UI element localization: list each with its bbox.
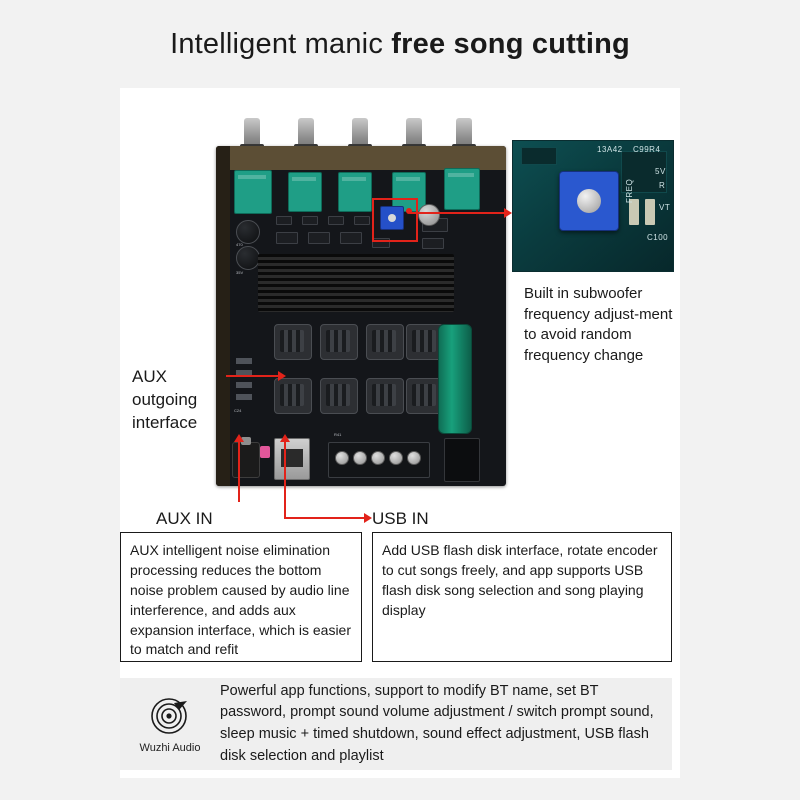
inset-silk-label: C100	[647, 233, 669, 242]
aux-output-jack	[232, 442, 260, 478]
silkscreen-text: R41	[334, 432, 342, 437]
inset-silk-label: R	[659, 181, 666, 190]
green-connector	[288, 172, 322, 212]
app-feature-text: Powerful app functions, support to modify BT name, set BT password, prompt sound volume adjustment / switch prompt sound, sleep music + timed shutdown, sound effect adjustment, USB flash disk selection and playlist	[220, 682, 654, 764]
terminal-screw	[407, 451, 421, 465]
electrolytic-capacitor	[236, 246, 260, 270]
terminal-screw	[389, 451, 403, 465]
smd-capacitor	[276, 232, 298, 244]
inductor	[320, 378, 358, 414]
leader-line-aux-out	[226, 375, 280, 377]
inset-silk-label: 13A42	[597, 145, 623, 154]
brand-name: Wuzhi Audio	[139, 742, 201, 754]
inductor	[366, 324, 404, 360]
trimmer-highlight-box	[372, 198, 418, 242]
label-aux-outgoing: AUX outgoing interface	[132, 367, 198, 432]
trimmer-zoom-inset	[512, 140, 674, 272]
green-connector	[338, 172, 372, 212]
green-connector	[234, 170, 272, 214]
content-card	[120, 88, 680, 778]
smd-resistor	[302, 216, 318, 225]
pcb-substrate	[216, 146, 506, 486]
leader-dot	[406, 208, 412, 214]
description-box-usb: Add USB flash disk interface, rotate encoder to cut songs freely, and app supports USB flash disk song selection and song playing display	[372, 532, 672, 662]
smd-chip	[422, 238, 444, 249]
brand-block	[120, 694, 220, 754]
inset-silk-label: C99R4	[633, 145, 661, 154]
solder-pad	[236, 382, 252, 388]
inset-capacitor	[645, 199, 655, 225]
leader-line-usb-in-h	[284, 517, 368, 519]
callout-subwoofer-text: Built in subwoofer frequency adjust-ment to avoid random frequency change	[524, 285, 673, 365]
leader-arrow	[234, 434, 244, 442]
silver-capacitor	[418, 204, 440, 226]
smd-resistor	[276, 216, 292, 225]
wuzhi-audio-logo-icon	[148, 694, 192, 738]
pcb-left-edge	[216, 146, 230, 486]
terminal-screw	[335, 451, 349, 465]
smd-resistor	[354, 216, 370, 225]
inset-component	[521, 147, 557, 165]
silkscreen-text: 35V	[236, 270, 244, 275]
silkscreen-text: 470	[236, 242, 243, 247]
page-title-light: Intelligent manic	[170, 28, 392, 60]
inset-silk-label: FREQ	[625, 178, 634, 203]
main-filter-capacitor	[438, 324, 472, 434]
terminal-screw	[371, 451, 385, 465]
leader-arrow	[280, 434, 290, 442]
leader-arrow	[278, 371, 286, 381]
pcb-top-edge	[216, 146, 506, 170]
terminal-screw	[353, 451, 367, 465]
leader-line-aux-in	[238, 440, 240, 502]
inset-silk-label: VT	[659, 203, 671, 212]
label-usb-in: USB IN	[372, 509, 429, 528]
silkscreen-text: C24	[234, 408, 242, 413]
electrolytic-capacitor	[236, 220, 260, 244]
leader-line-trimmer	[410, 212, 510, 214]
smd-capacitor	[340, 232, 362, 244]
pcb-board-image	[216, 118, 516, 488]
speaker-terminal-block	[328, 442, 430, 478]
page-title	[0, 28, 800, 61]
status-led	[260, 446, 270, 458]
inset-trimmer-pot	[559, 171, 619, 231]
leader-line-usb-in	[284, 440, 286, 518]
smd-resistor	[328, 216, 344, 225]
leader-arrow	[504, 208, 512, 218]
solder-pad	[236, 394, 252, 400]
leader-arrow	[364, 513, 372, 523]
usb-port	[274, 438, 310, 480]
inductor	[366, 378, 404, 414]
description-box-aux: AUX intelligent noise elimination processing reduces the bottom noise problem caused by audio line interference, and adds aux expansion interface, which is easier to match and refit	[120, 532, 362, 662]
page-title-bold: free song cutting	[391, 28, 630, 60]
smd-capacitor	[308, 232, 330, 244]
inset-silk-label: 5V	[655, 167, 666, 176]
heatsink	[258, 254, 454, 312]
app-feature-bar	[120, 678, 672, 770]
label-aux-in: AUX IN	[156, 509, 213, 528]
green-connector	[444, 168, 480, 210]
solder-pad	[236, 358, 252, 364]
inductor	[274, 324, 312, 360]
inductor	[320, 324, 358, 360]
inductor	[274, 378, 312, 414]
power-connector	[444, 438, 480, 482]
